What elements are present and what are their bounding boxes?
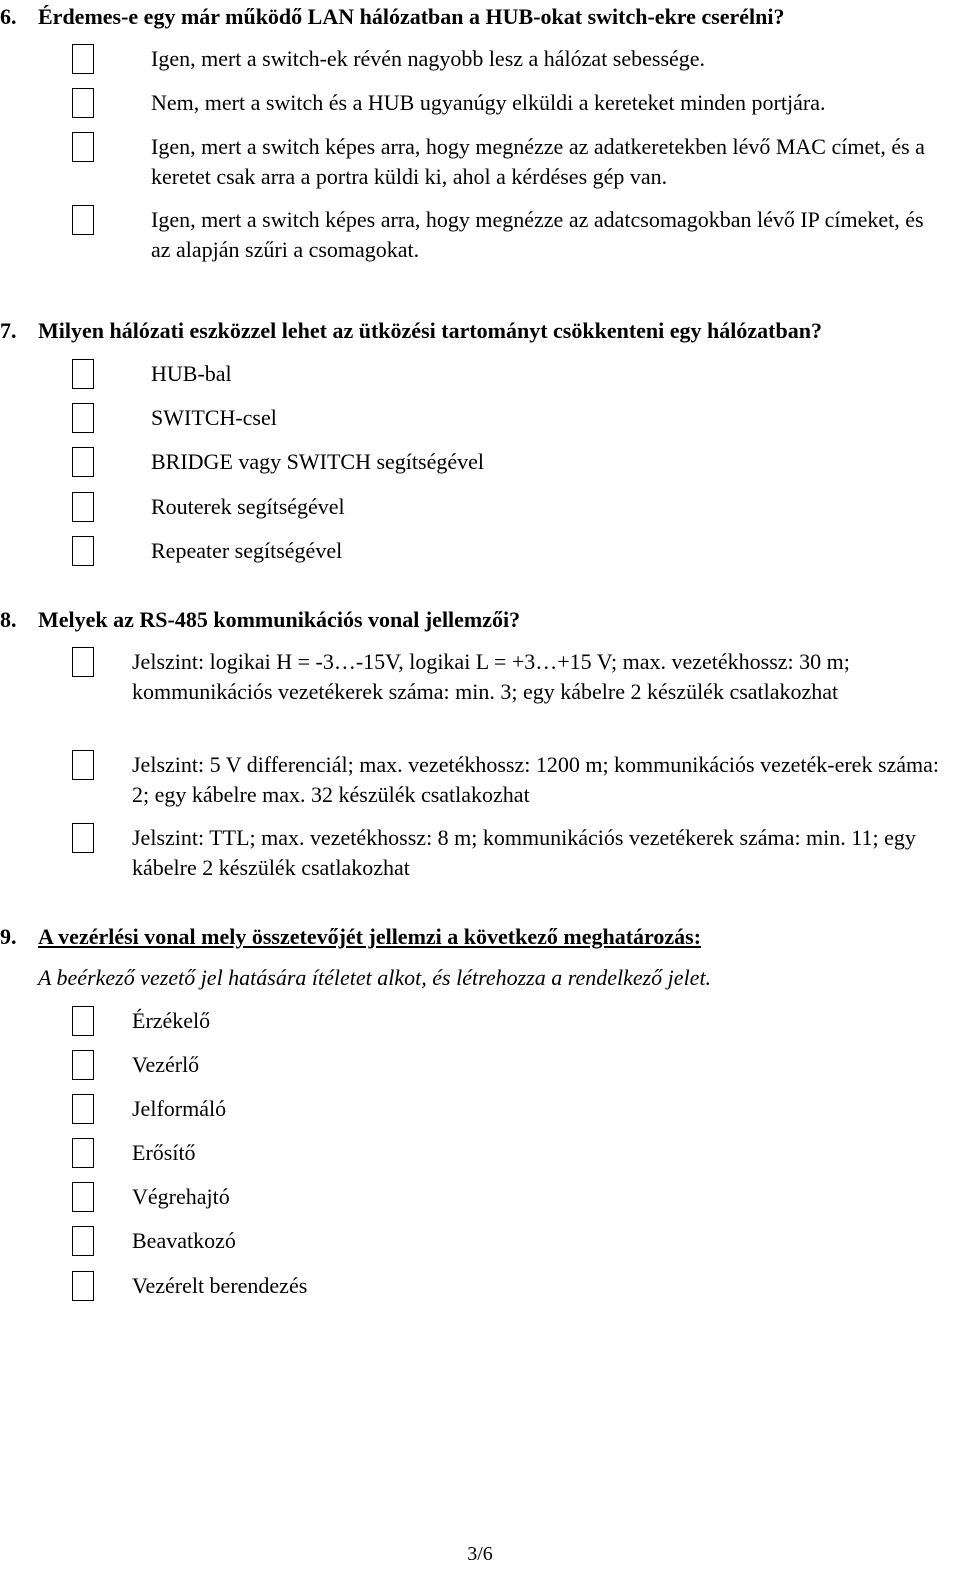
question-number: 9. bbox=[0, 924, 17, 949]
checkbox[interactable] bbox=[72, 1094, 94, 1124]
option-text: Jelszint: TTL; max. vezetékhossz: 8 m; kommunikációs vezetékerek száma: min. 11; egy kábelre 2 készülék csatlakozhat bbox=[132, 825, 916, 880]
checkbox[interactable] bbox=[72, 1226, 94, 1256]
checkbox[interactable] bbox=[72, 44, 94, 74]
option-text: HUB-bal bbox=[151, 361, 232, 386]
checkbox[interactable] bbox=[72, 205, 94, 235]
option-text: Igen, mert a switch képes arra, hogy megnézze az adatkeretekben lévő MAC címet, és a keretet csak arra a portra küldi ki, ahol a kérdéses gép van. bbox=[151, 134, 925, 189]
question-title bbox=[0, 607, 520, 633]
option-text: Igen, mert a switch-ek révén nagyobb lesz a hálózat sebessége. bbox=[151, 46, 706, 71]
checkbox[interactable] bbox=[72, 647, 94, 677]
checkbox[interactable] bbox=[72, 1138, 94, 1168]
question-text: Érdemes-e egy már működő LAN hálózatban a HUB-okat switch-ekre cserélni? bbox=[38, 4, 785, 29]
option-text: Jelszint: logikai H = -3…-15V, logikai L = +3…+15 V; max. vezetékhossz: 30 m; kommunikációs vezetékerek száma: min. 3; egy kábelre 2 készülék csatlakozhat bbox=[132, 649, 850, 704]
checkbox[interactable] bbox=[72, 1006, 94, 1036]
question-title bbox=[0, 924, 701, 950]
question-text: Melyek az RS-485 kommunikációs vonal jellemzői? bbox=[38, 607, 521, 632]
option-text: Routerek segítségével bbox=[151, 494, 345, 519]
checkbox[interactable] bbox=[72, 447, 94, 477]
option-text: Vezérlő bbox=[132, 1052, 200, 1077]
question-definition: A beérkező vezető jel hatására ítéletet alkot, és létrehozza a rendelkező jelet. bbox=[38, 965, 712, 990]
option-text: Vezérelt berendezés bbox=[132, 1273, 308, 1298]
option-text: Jelformáló bbox=[132, 1096, 227, 1121]
option-text: Jelszint: 5 V differenciál; max. vezetékhossz: 1200 m; kommunikációs vezeték-erek száma: 2; egy kábelre max. 32 készülék csatlakozhat bbox=[132, 752, 940, 807]
checkbox[interactable] bbox=[72, 1271, 94, 1301]
checkbox[interactable] bbox=[72, 1182, 94, 1212]
checkbox[interactable] bbox=[72, 492, 94, 522]
checkbox[interactable] bbox=[72, 88, 94, 118]
checkbox[interactable] bbox=[72, 823, 94, 853]
checkbox[interactable] bbox=[72, 132, 94, 162]
checkbox[interactable] bbox=[72, 403, 94, 433]
option-text: Erősítő bbox=[132, 1140, 196, 1165]
question-text: A vezérlési vonal mely összetevőjét jellemzi a következő meghatározás: bbox=[38, 924, 702, 949]
option-text: Repeater segítségével bbox=[151, 538, 343, 563]
page-number: 3/6 bbox=[467, 1543, 493, 1565]
checkbox[interactable] bbox=[72, 359, 94, 389]
question-title bbox=[0, 318, 822, 344]
question-title bbox=[0, 4, 785, 30]
checkbox[interactable] bbox=[72, 1050, 94, 1080]
question-text: Milyen hálózati eszközzel lehet az ütközési tartományt csökkenteni egy hálózatban? bbox=[38, 318, 822, 343]
option-text: BRIDGE vagy SWITCH segítségével bbox=[151, 449, 484, 474]
option-text: Beavatkozó bbox=[132, 1228, 236, 1253]
option-text: Végrehajtó bbox=[132, 1184, 230, 1209]
option-text: SWITCH-csel bbox=[151, 405, 277, 430]
question-number: 6. bbox=[0, 4, 17, 29]
option-text: Nem, mert a switch és a HUB ugyanúgy elküldi a kereteket minden portjára. bbox=[151, 90, 826, 115]
option-text: Érzékelő bbox=[132, 1008, 211, 1033]
checkbox[interactable] bbox=[72, 750, 94, 780]
question-number: 8. bbox=[0, 607, 17, 632]
question-number: 7. bbox=[0, 318, 17, 343]
option-text: Igen, mert a switch képes arra, hogy megnézze az adatcsomagokban lévő IP címeket, és az alapján szűri a csomagokat. bbox=[151, 207, 924, 262]
checkbox[interactable] bbox=[72, 536, 94, 566]
